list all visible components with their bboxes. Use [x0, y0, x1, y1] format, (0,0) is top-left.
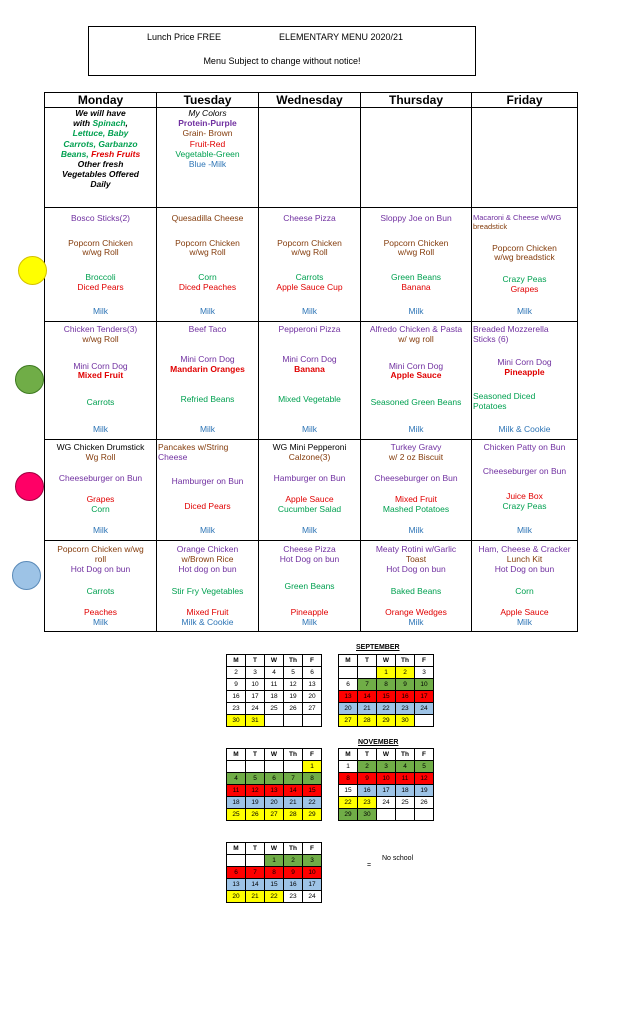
calendar-day: 2: [396, 667, 415, 679]
calendar-day: 14: [358, 691, 377, 703]
calendar-day: 1: [303, 761, 322, 773]
calendar-day: 24: [246, 703, 265, 715]
calendar-day: 6: [265, 773, 284, 785]
calendar-day: 9: [396, 679, 415, 691]
calendar-day: 23: [284, 891, 303, 903]
calendar-day: 12: [284, 679, 303, 691]
calendar-day: 4: [265, 667, 284, 679]
calendar-day: [284, 761, 303, 773]
calendar-day: [339, 667, 358, 679]
menu-cell-w1-wed: Cheese Pizza Popcorn Chicken w/wg Roll Carrots Apple Sauce Cup Milk: [259, 208, 361, 322]
calendar-day: 5: [284, 667, 303, 679]
calendar-day: 25: [265, 703, 284, 715]
calendar-day: 8: [339, 773, 358, 785]
day-header-friday: Friday: [472, 93, 578, 108]
menu-table: [44, 92, 578, 632]
calendar-day: 17: [415, 691, 434, 703]
calendar-weekday-header: T: [246, 655, 265, 667]
september-title: SEPTEMBER: [356, 644, 400, 651]
menu-cell-w2-tue: Beef Taco Mini Corn Dog Mandarin Oranges Refried Beans Milk: [157, 322, 259, 440]
legend-symbol: =: [367, 862, 372, 869]
calendar-day: 10: [415, 679, 434, 691]
calendar-weekday-header: W: [265, 843, 284, 855]
calendar-weekday-header: F: [415, 749, 434, 761]
day-header-monday: Monday: [45, 93, 157, 108]
calendar-day: 11: [227, 785, 246, 797]
calendar-day: 20: [227, 891, 246, 903]
calendar-day: [265, 761, 284, 773]
calendar-day: 23: [227, 703, 246, 715]
calendar-day: 6: [303, 667, 322, 679]
calendar-day: 7: [246, 867, 265, 879]
calendar-day: 10: [303, 867, 322, 879]
calendar-day: 12: [246, 785, 265, 797]
calendar-day: 8: [377, 679, 396, 691]
calendar-weekday-header: Th: [396, 749, 415, 761]
calendar-day: 1: [339, 761, 358, 773]
calendar-day: 13: [227, 879, 246, 891]
calendar-day: 27: [265, 809, 284, 821]
yellow-week-dot: [18, 256, 47, 285]
menu-title: ELEMENTARY MENU 2020/21: [279, 32, 404, 42]
calendar-day: 10: [246, 679, 265, 691]
calendar-day: [396, 809, 415, 821]
calendar-day: 24: [415, 703, 434, 715]
intro-tuesday: My Colors Protein-Purple Grain- Brown Fruit-Red Vegetable-Green Blue -Milk: [157, 108, 259, 208]
calendar-august: [226, 654, 322, 727]
november-title: NOVEMBER: [358, 739, 399, 746]
intro-friday: [472, 108, 578, 208]
calendar-day: 5: [415, 761, 434, 773]
calendar-day: [303, 715, 322, 727]
calendar-day: 31: [246, 715, 265, 727]
menu-cell-w4-fri: Ham, Cheese & Cracker Lunch Kit Hot Dog on bun Corn Apple Sauce Milk: [472, 541, 578, 632]
calendar-day: [358, 667, 377, 679]
legend-label: No school: [382, 855, 414, 862]
intro-wednesday: [259, 108, 361, 208]
menu-cell-w2-mon: Chicken Tenders(3) w/wg Roll Mini Corn Dog Mixed Fruit Carrots Milk: [45, 322, 157, 440]
menu-cell-w2-wed: Pepperoni Pizza Mini Corn Dog Banana Mixed Vegetable Milk: [259, 322, 361, 440]
menu-cell-w3-mon: WG Chicken Drumstick Wg Roll Cheeseburger on Bun Grapes Corn Milk: [45, 440, 157, 541]
calendar-day: 8: [303, 773, 322, 785]
calendar-day: 26: [415, 797, 434, 809]
menu-cell-w2-thu: Alfredo Chicken & Pasta w/ wg roll Mini Corn Dog Apple Sauce Seasoned Green Beans Milk: [361, 322, 472, 440]
calendar-day: 29: [339, 809, 358, 821]
calendar-weekday-header: W: [377, 655, 396, 667]
calendar-weekday-header: Th: [396, 655, 415, 667]
calendar-day: 15: [303, 785, 322, 797]
menu-cell-w1-mon: Bosco Sticks(2) Popcorn Chicken w/wg Roll Broccoli Diced Pears Milk: [45, 208, 157, 322]
green-week-dot: [15, 365, 44, 394]
calendar-day: 9: [284, 867, 303, 879]
menu-cell-w2-fri: Breaded Mozzerella Sticks (6) Mini Corn Dog Pineapple Seasoned Diced Potatoes Milk & Cookie: [472, 322, 578, 440]
calendar-day: 21: [358, 703, 377, 715]
calendar-day: 6: [339, 679, 358, 691]
calendar-day: 26: [284, 703, 303, 715]
calendar-weekday-header: Th: [284, 749, 303, 761]
calendar-day: 19: [246, 797, 265, 809]
calendar-day: 7: [358, 679, 377, 691]
calendar-day: 23: [396, 703, 415, 715]
calendar-weekday-header: Th: [284, 655, 303, 667]
calendar-september: [338, 654, 434, 727]
calendar-weekday-header: W: [265, 749, 284, 761]
pink-week-dot: [15, 472, 44, 501]
calendar-day: 2: [358, 761, 377, 773]
calendar-day: 7: [284, 773, 303, 785]
calendar-day: [284, 715, 303, 727]
calendar-day: 3: [377, 761, 396, 773]
intro-monday: We will have with Spinach, Lettuce, Baby Carrots, Garbanzo Beans, Fresh Fruits Other fresh Vegetables Offered Daily: [45, 108, 157, 208]
calendar-day: 13: [265, 785, 284, 797]
intro-thursday: [361, 108, 472, 208]
menu-cell-w1-fri: Macaroni & Cheese w/WG breadstick Popcorn Chicken w/wg breadstick Crazy Peas Grapes Milk: [472, 208, 578, 322]
calendar-day: 17: [377, 785, 396, 797]
calendar-day: 30: [396, 715, 415, 727]
calendar-weekday-header: T: [358, 655, 377, 667]
calendar-day: 26: [246, 809, 265, 821]
menu-cell-w1-tue: Quesadilla Cheese Popcorn Chicken w/wg Roll Corn Diced Peaches Milk: [157, 208, 259, 322]
calendar-day: 18: [265, 691, 284, 703]
calendar-day: 8: [265, 867, 284, 879]
calendar-day: 3: [246, 667, 265, 679]
calendar-day: 16: [227, 691, 246, 703]
calendar-day: 22: [265, 891, 284, 903]
calendar-october: [226, 748, 322, 821]
calendar-day: 19: [415, 785, 434, 797]
blue-week-dot: [12, 561, 41, 590]
calendar-day: 13: [339, 691, 358, 703]
calendar-day: 28: [284, 809, 303, 821]
menu-cell-w3-thu: Turkey Gravy w/ 2 oz Biscuit Cheeseburger on Bun Mixed Fruit Mashed Potatoes Milk: [361, 440, 472, 541]
calendar-november: [338, 748, 434, 821]
calendar-day: 1: [377, 667, 396, 679]
calendar-day: 4: [227, 773, 246, 785]
calendar-day: 20: [339, 703, 358, 715]
calendar-weekday-header: W: [265, 655, 284, 667]
calendar-weekday-header: T: [358, 749, 377, 761]
calendar-weekday-header: F: [303, 749, 322, 761]
calendar-day: 27: [339, 715, 358, 727]
calendar-day: 29: [303, 809, 322, 821]
calendar-day: 4: [396, 761, 415, 773]
calendar-weekday-header: M: [227, 749, 246, 761]
menu-cell-w3-fri: Chicken Patty on Bun Cheeseburger on Bun Juice Box Crazy Peas Milk: [472, 440, 578, 541]
calendar-weekday-header: T: [246, 843, 265, 855]
calendar-day: 5: [246, 773, 265, 785]
calendar-weekday-header: M: [227, 843, 246, 855]
calendar-day: 29: [377, 715, 396, 727]
calendar-day: 14: [246, 879, 265, 891]
calendar-day: 16: [284, 879, 303, 891]
calendar-weekday-header: T: [246, 749, 265, 761]
menu-cell-w1-thu: Sloppy Joe on Bun Popcorn Chicken w/wg Roll Green Beans Banana Milk: [361, 208, 472, 322]
calendar-day: 17: [303, 879, 322, 891]
calendar-day: 21: [284, 797, 303, 809]
calendar-day: 22: [303, 797, 322, 809]
calendar-day: [227, 761, 246, 773]
calendar-day: 20: [265, 797, 284, 809]
calendar-weekday-header: F: [415, 655, 434, 667]
calendar-weekday-header: M: [227, 655, 246, 667]
calendar-weekday-header: W: [377, 749, 396, 761]
calendar-day: [246, 761, 265, 773]
calendar-day: 20: [303, 691, 322, 703]
calendar-day: 24: [303, 891, 322, 903]
calendar-day: [415, 715, 434, 727]
calendar-day: 16: [396, 691, 415, 703]
calendar-day: 18: [396, 785, 415, 797]
calendar-day: 30: [227, 715, 246, 727]
calendar-day: 10: [377, 773, 396, 785]
calendar-day: 22: [377, 703, 396, 715]
menu-cell-w4-thu: Meaty Rotini w/Garlic Toast Hot Dog on bun Baked Beans Orange Wedges Milk: [361, 541, 472, 632]
calendar-day: 28: [358, 715, 377, 727]
calendar-day: [415, 809, 434, 821]
calendar-day: 3: [303, 855, 322, 867]
calendar-weekday-header: M: [339, 749, 358, 761]
calendar-day: 16: [358, 785, 377, 797]
calendar-weekday-header: F: [303, 843, 322, 855]
calendar-day: 17: [246, 691, 265, 703]
calendar-day: 15: [377, 691, 396, 703]
calendar-day: 13: [303, 679, 322, 691]
day-header-tuesday: Tuesday: [157, 93, 259, 108]
calendar-day: 11: [396, 773, 415, 785]
calendar-day: 21: [246, 891, 265, 903]
calendar-weekday-header: F: [303, 655, 322, 667]
calendar-day: 6: [227, 867, 246, 879]
day-header-thursday: Thursday: [361, 93, 472, 108]
calendar-december: [226, 842, 322, 903]
calendar-day: 11: [265, 679, 284, 691]
menu-cell-w4-tue: Orange Chicken w/Brown Rice Hot dog on bun Stir Fry Vegetables Mixed Fruit Milk & Cookie: [157, 541, 259, 632]
calendar-day: [377, 809, 396, 821]
menu-notice: Menu Subject to change without notice!: [203, 56, 361, 66]
calendar-day: 15: [265, 879, 284, 891]
calendar-day: 12: [415, 773, 434, 785]
calendar-day: 2: [284, 855, 303, 867]
calendar-day: 30: [358, 809, 377, 821]
menu-header-box: [88, 26, 476, 76]
calendar-day: [265, 715, 284, 727]
calendar-day: 9: [358, 773, 377, 785]
calendar-day: [227, 855, 246, 867]
calendar-day: 25: [396, 797, 415, 809]
menu-cell-w4-mon: Popcorn Chicken w/wg roll Hot Dog on bun Carrots Peaches Milk: [45, 541, 157, 632]
calendar-day: 2: [227, 667, 246, 679]
menu-cell-w3-tue: Pancakes w/String Cheese Hamburger on Bun Diced Pears Milk: [157, 440, 259, 541]
menu-cell-w3-wed: WG Mini Pepperoni Calzone(3) Hamburger on Bun Apple Sauce Cucumber Salad Milk: [259, 440, 361, 541]
calendar-day: 15: [339, 785, 358, 797]
calendar-day: 23: [358, 797, 377, 809]
day-header-wednesday: Wednesday: [259, 93, 361, 108]
calendar-day: 1: [265, 855, 284, 867]
calendar-day: 14: [284, 785, 303, 797]
calendar-day: [246, 855, 265, 867]
calendar-day: 24: [377, 797, 396, 809]
calendar-day: 19: [284, 691, 303, 703]
calendar-day: 25: [227, 809, 246, 821]
calendar-day: 3: [415, 667, 434, 679]
menu-cell-w4-wed: Cheese Pizza Hot Dog on bun Green Beans Pineapple Milk: [259, 541, 361, 632]
calendar-day: 9: [227, 679, 246, 691]
calendar-weekday-header: Th: [284, 843, 303, 855]
lunch-price: Lunch Price FREE: [147, 32, 222, 42]
calendar-day: 18: [227, 797, 246, 809]
calendar-day: 22: [339, 797, 358, 809]
calendar-weekday-header: M: [339, 655, 358, 667]
calendar-day: 27: [303, 703, 322, 715]
